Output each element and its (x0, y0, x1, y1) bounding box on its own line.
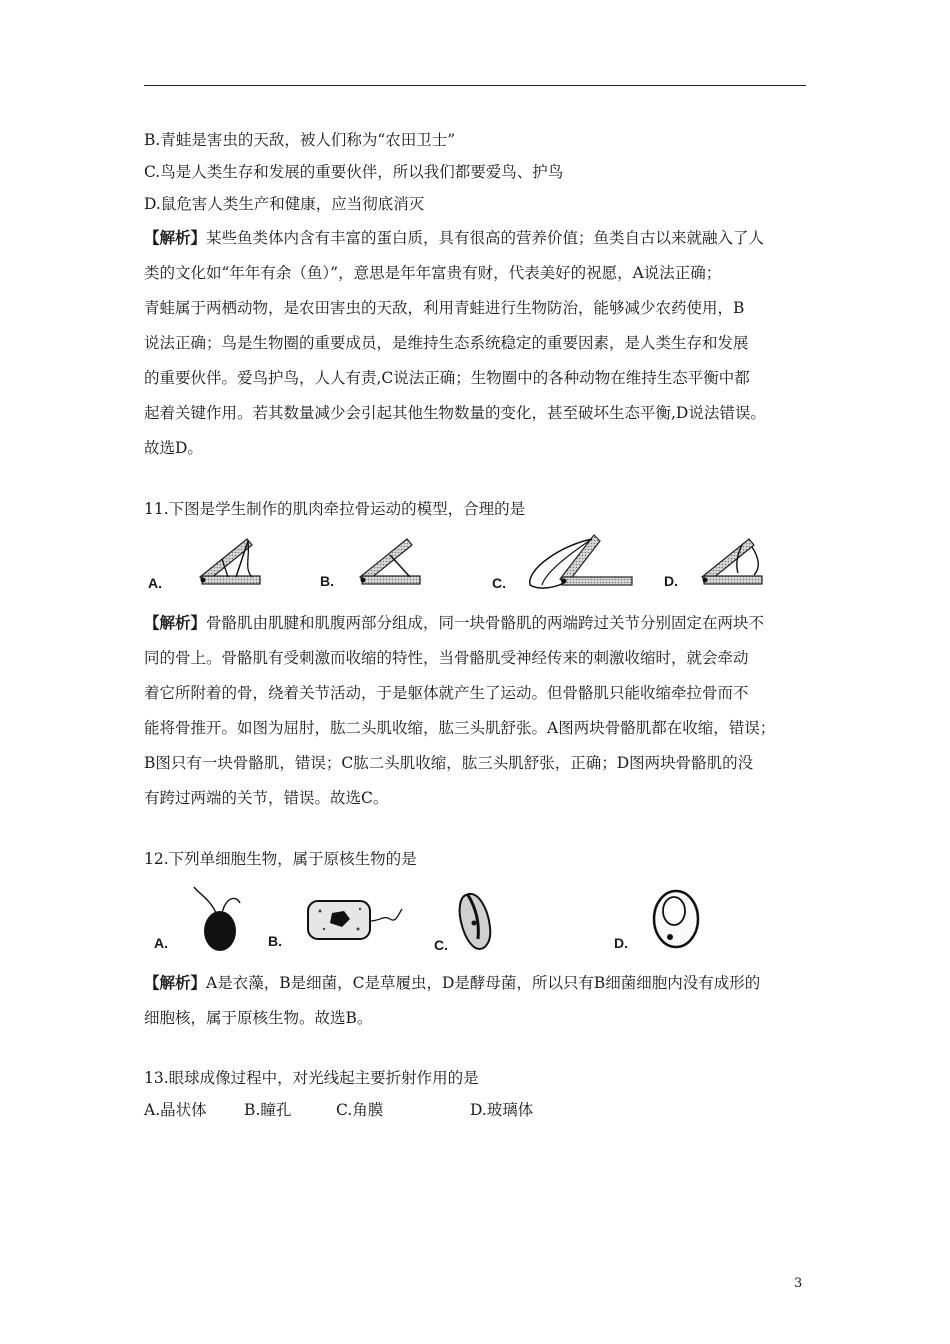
analysis-11 (144, 605, 808, 816)
question-11-stem: 11.下图是学生制作的肌肉牵拉骨运动的模型，合理的是 (144, 500, 526, 518)
muscle-model-figure (144, 533, 808, 595)
organism-d-label: D. (614, 935, 628, 951)
model-c-label: C. (492, 575, 506, 591)
analysis-line: 类的文化如“年年有余（鱼）”，意思是年年富贵有财，代表美好的祝愿，A说法正确； (144, 264, 722, 282)
organism-c-label: C. (434, 937, 448, 953)
analysis-line: 故选D。 (144, 439, 203, 457)
model-d-diagram (702, 539, 762, 584)
analysis-12 (144, 965, 808, 1036)
model-a-diagram (200, 539, 260, 584)
analysis-line: 的重要伙伴。爱鸟护鸟，人人有责,C说法正确；生物圈中的各种动物在维持生态平衡中都 (144, 369, 750, 387)
chlamydomonas-diagram (194, 887, 240, 951)
analysis-line: 起着关键作用。若其数量减少会引起其他生物数量的变化，甚至破坏生态平衡,D说法错误。 (144, 404, 766, 422)
analysis-line: 细胞核，属于原核生物。故选B。 (144, 1009, 373, 1027)
model-b-label: B. (320, 573, 334, 589)
cell-organisms-diagrams (144, 883, 808, 955)
organism-a-label: A. (154, 935, 168, 951)
organism-b-label: B. (268, 933, 282, 949)
choice-a: A.晶状体 (144, 1101, 207, 1119)
analysis-label: 【解析】 (144, 228, 207, 247)
analysis-line: B图只有一块骨骼肌，错误；C肱二头肌收缩，肱三头肌舒张，正确；D图两块骨骼肌的没 (144, 754, 754, 772)
analysis-line: 说法正确；鸟是生物圈的重要成员，是维持生态系统稳定的重要因素，是人类生存和发展 (144, 334, 749, 352)
page-content (144, 124, 808, 1126)
analysis-line: 同的骨上。骨骼肌有受刺激而收缩的特性，当骨骼肌受神经传来的刺激收缩时，就会牵动 (144, 649, 749, 667)
header-rule (144, 85, 806, 86)
option-b: B.青蛙是害虫的天敌，被人们称为“农田卫士” (144, 131, 456, 149)
model-c-diagram (530, 535, 632, 588)
analysis-line: 【解析】骨骼肌由肌腱和肌腹两部分组成，同一块骨骼肌的两端跨过关节分别固定在两块不 (144, 613, 765, 632)
choice-c: C.角膜 (336, 1101, 384, 1119)
analysis-line: 【解析】某些鱼类体内含有丰富的蛋白质，具有很高的营养价值；鱼类自古以来就融入了人 (144, 228, 765, 247)
analysis-line: 【解析】A是衣藻，B是细菌，C是草履虫，D是酵母菌，所以只有B细菌细胞内没有成形的 (144, 973, 761, 992)
muscle-model-diagrams (144, 533, 808, 595)
model-b-diagram (360, 539, 420, 584)
model-a-label: A. (148, 575, 162, 591)
question-12-stem: 12.下列单细胞生物，属于原核生物的是 (144, 850, 417, 868)
question-13-choices (144, 1094, 808, 1126)
bacterium-diagram (308, 901, 402, 939)
analysis-10 (144, 220, 808, 466)
analysis-line: 青蛙属于两栖动物，是农田害虫的天敌，利用青蛙进行生物防治，能够减少农药使用，B (144, 299, 745, 317)
choice-d: D.玻璃体 (470, 1101, 534, 1119)
analysis-line: 能将骨推开。如图为屈肘，肱二头肌收缩，肱三头肌舒张。A图两块骨骼肌都在收缩，错误； (144, 719, 776, 737)
option-d: D.鼠危害人类生产和健康，应当彻底消灭 (144, 195, 425, 213)
cell-organisms-figure (144, 883, 808, 955)
question-13-stem: 13.眼球成像过程中，对光线起主要折射作用的是 (144, 1069, 479, 1087)
analysis-line: 着它所附着的骨，绕着关节活动，于是躯体就产生了运动。但骨骼肌只能收缩牵拉骨而不 (144, 684, 749, 702)
model-d-label: D. (664, 573, 678, 589)
analysis-line: 有跨过两端的关节，错误。故选C。 (144, 789, 389, 807)
paramecium-diagram (460, 894, 491, 949)
yeast-diagram (654, 891, 698, 947)
choice-b: B.瞳孔 (244, 1101, 292, 1119)
page-number: 3 (794, 1276, 803, 1291)
option-c: C.鸟是人类生存和发展的重要伙伴，所以我们都要爱鸟、护鸟 (144, 163, 564, 181)
